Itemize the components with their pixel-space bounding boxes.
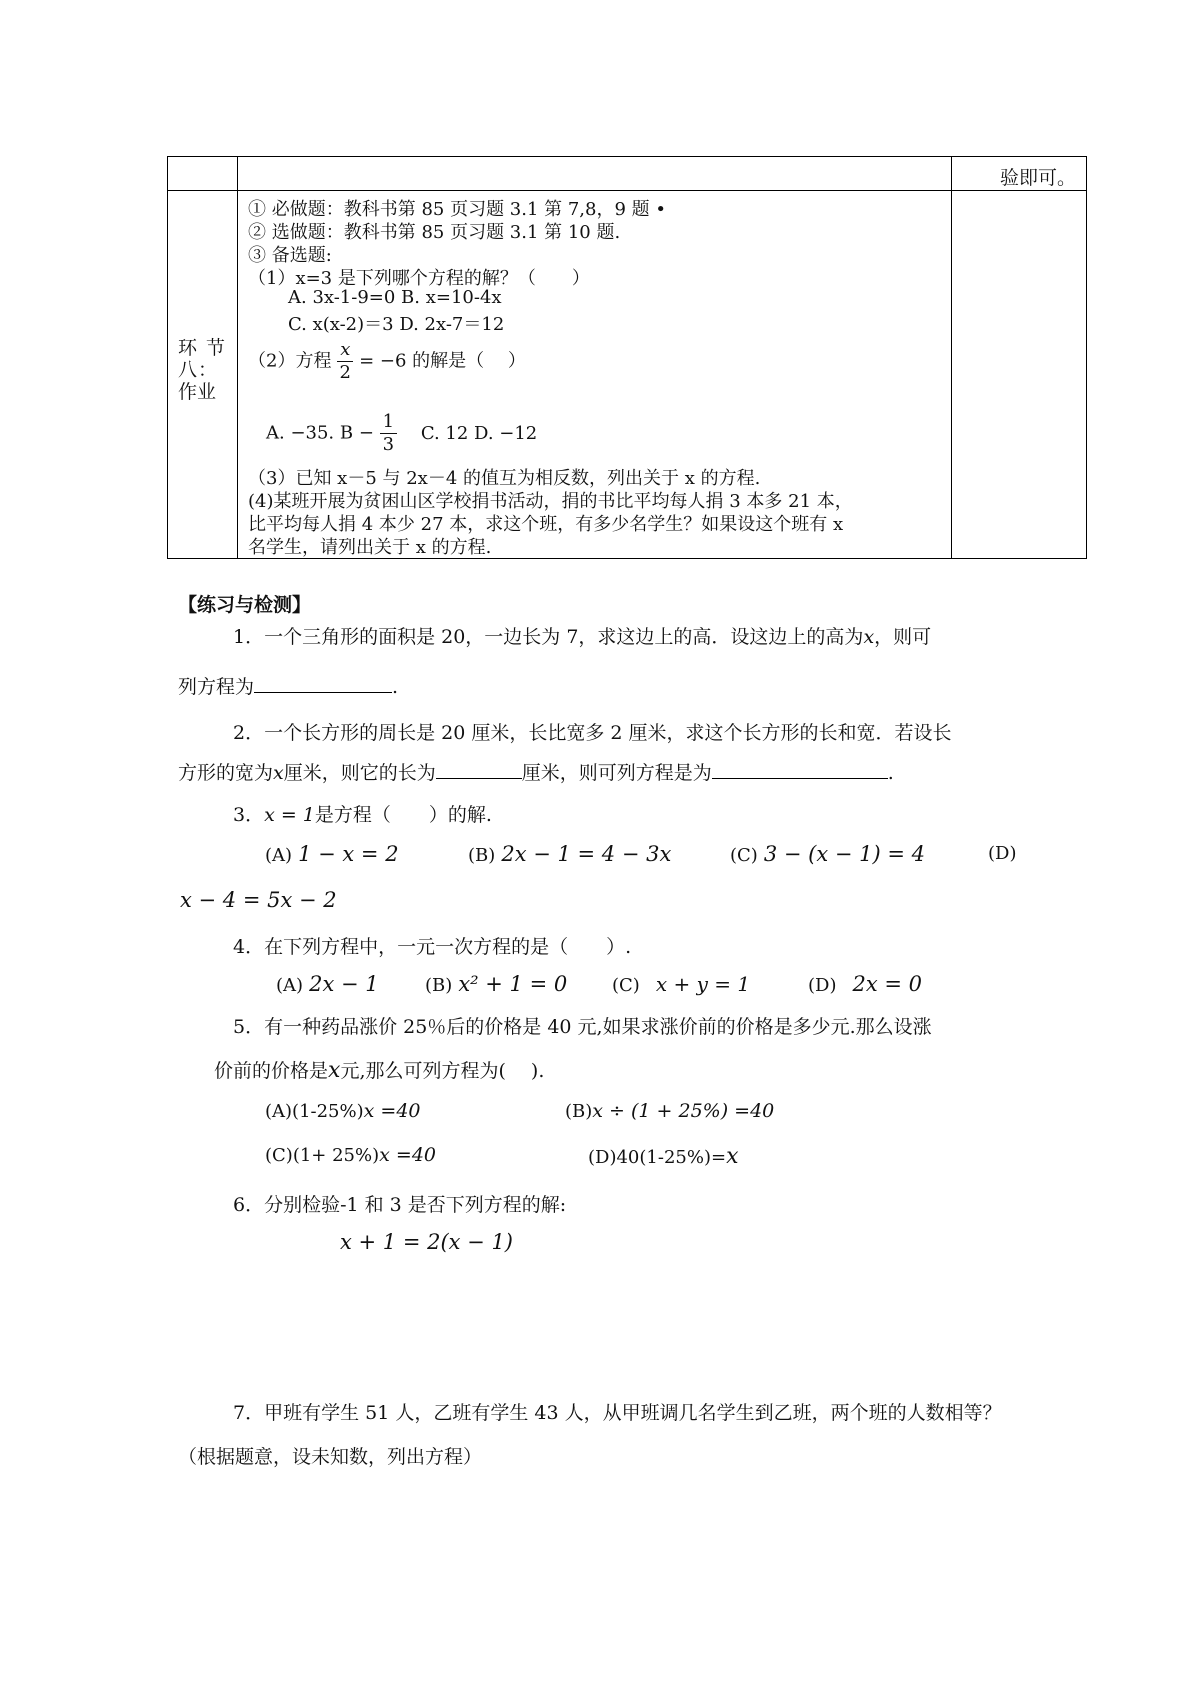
option-c-d: C. 12 D. −12	[420, 422, 538, 444]
homework-cell	[238, 191, 952, 559]
option-label: (B)	[468, 845, 496, 866]
problem-3-option-b	[468, 842, 671, 866]
math-expression: x + 1 = 2(x − 1)	[340, 1230, 513, 1254]
math-expression: x ÷ (1 + 25%) =40	[592, 1100, 775, 1122]
problem-text: 是方程（ ）的解.	[314, 804, 492, 826]
answer-blank	[254, 673, 392, 693]
lesson-table	[167, 156, 1087, 559]
problem-text: 厘米，则它的长为	[283, 762, 436, 784]
problem-6: 6．分别检验-1 和 3 是否下列方程的解:	[233, 1194, 567, 1216]
problem-3-option-c	[730, 842, 925, 866]
problem-text: .	[887, 762, 894, 784]
question-1: （1）x=3 是下列哪个方程的解？（ ）	[248, 268, 590, 289]
option-label: (B)	[425, 975, 453, 996]
problem-5-line-1: 5．有一种药品涨价 25％后的价格是 40 元,如果求涨价前的价格是多少元.那么设涨	[233, 1016, 932, 1038]
homework-optional: ② 选做题：教科书第 85 页习题 3.1 第 10 题.	[248, 222, 621, 243]
fraction	[380, 413, 397, 454]
math-expression: x − 4 = 5x − 2	[180, 888, 337, 912]
option-a-b: A. −35. B −	[266, 422, 374, 444]
question-3: （3）已知 x－5 与 2x－4 的值互为相反数，列出关于 x 的方程.	[248, 468, 761, 489]
homework-required: ① 必做题：教科书第 85 页习题 3.1 第 7,8，9 题 •	[248, 199, 666, 220]
table-cell	[168, 157, 238, 191]
question-2	[248, 341, 526, 382]
answer-blank	[436, 759, 522, 779]
option-label: (C)(1+ 25%)	[265, 1145, 380, 1166]
math-variable: x	[273, 762, 284, 784]
problem-5-option-c	[265, 1144, 436, 1166]
problem-text: 元,那么可列方程为( ).	[340, 1060, 545, 1082]
problem-7-line-2: （根据题意，设未知数，列出方程）	[178, 1446, 483, 1468]
question-4-line-3: 名学生，请列出关于 x 的方程.	[248, 537, 492, 558]
stage-label-char: ：	[198, 359, 218, 381]
math-expression: 2x = 0	[852, 972, 923, 996]
question-4-line-2: 比平均每人捐 4 本少 27 本，求这个班，有多少名学生？如果设这个班有 x	[248, 514, 844, 535]
fraction-denominator: 2	[339, 362, 351, 383]
problem-1-line-1	[233, 622, 931, 649]
problem-text: 1．一个三角形的面积是 20，一边长为 7，求这边上的高．设这边上的高为	[233, 626, 864, 648]
problem-4-option-d	[808, 972, 922, 996]
option-label: (A)	[276, 975, 304, 996]
problem-3-option-d-equation	[180, 888, 337, 912]
row1-note: 验即可。	[999, 167, 1076, 189]
problem-5-option-d	[588, 1144, 738, 1169]
table-cell	[238, 157, 952, 191]
option-label: (A)(1-25%)	[265, 1101, 364, 1122]
problem-text: 厘米，则可列方程是为	[521, 762, 712, 784]
stage-label-char: 节	[206, 337, 226, 359]
question-2-prefix: （2）方程	[248, 350, 332, 372]
option-label: (B)	[565, 1101, 593, 1122]
option-label: (C)	[730, 845, 758, 866]
math-expression: x =40	[379, 1144, 436, 1166]
math-expression: 3 − (x − 1) = 4	[763, 842, 926, 866]
question-2-options	[266, 413, 537, 454]
problem-text: .	[392, 676, 399, 698]
table-row	[168, 191, 1087, 559]
problem-3	[233, 800, 492, 827]
fraction-numerator: 1	[380, 413, 397, 434]
math-expression: x	[726, 1144, 739, 1169]
math-expression: 2x − 1	[309, 972, 379, 996]
problem-5-line-2	[214, 1056, 544, 1083]
stage-label-char: 八	[178, 359, 198, 381]
math-expression: x = 1	[264, 804, 315, 826]
math-expression: 1 − x = 2	[298, 842, 399, 866]
problem-1-line-2	[178, 672, 398, 699]
problem-5-option-b	[565, 1100, 774, 1122]
homework-backup: ③ 备选题:	[248, 245, 332, 266]
option-label: (D)40(1-25%)=	[588, 1147, 727, 1168]
problem-3-option-a	[265, 842, 399, 866]
problem-4-option-a	[276, 972, 379, 996]
math-expression: x =40	[363, 1100, 421, 1122]
math-variable: x	[328, 1058, 341, 1083]
teacher-note-cell	[952, 191, 1087, 559]
problem-2-line-2	[178, 758, 894, 785]
math-expression: x² + 1 = 0	[458, 972, 568, 996]
stage-label-char: 环	[178, 337, 198, 359]
option-label: (D)	[988, 843, 1017, 864]
stage-label-char: 作业	[178, 381, 217, 403]
problem-text: 方形的宽为	[178, 762, 274, 784]
question-2-suffix: = −6 的解是（ ）	[359, 350, 526, 372]
stage-label-cell	[168, 191, 238, 559]
problem-4: 4．在下列方程中，一元一次方程的是（ ）.	[233, 936, 632, 958]
fraction	[337, 341, 353, 382]
option-label: (D)	[808, 975, 837, 996]
problem-5-option-a	[265, 1100, 421, 1122]
problem-3-option-d	[988, 842, 1016, 864]
problem-4-option-b	[425, 972, 567, 996]
fraction-denominator: 3	[382, 434, 395, 455]
math-expression: 2x − 1 = 4 − 3x	[501, 842, 672, 866]
problem-number: 3．	[233, 804, 265, 826]
problem-7-line-1: 7．甲班有学生 51 人，乙班有学生 43 人，从甲班调几名学生到乙班，两个班的人数相等？	[233, 1402, 1002, 1424]
question-1-options-ab: A. 3x-1-9=0 B. x=10-4x	[288, 287, 502, 308]
problem-2-line-1: 2．一个长方形的周长是 20 厘米，长比宽多 2 厘米，求这个长方形的长和宽．若设长	[233, 722, 952, 744]
option-label: (C)	[612, 975, 640, 996]
option-label: (A)	[265, 845, 293, 866]
answer-blank	[712, 759, 888, 779]
math-variable: x	[863, 626, 875, 648]
problem-6-equation	[340, 1230, 513, 1254]
problem-text: 列方程为	[178, 676, 255, 698]
teacher-note-cell	[952, 157, 1087, 191]
section-title: 【练习与检测】	[178, 594, 312, 616]
question-1-options-cd: C. x(x-2)＝3 D. 2x-7＝12	[288, 314, 505, 335]
question-4-line-1: (4)某班开展为贫困山区学校捐书活动，捐的书比平均每人捐 3 本多 21 本，	[248, 491, 853, 512]
fraction-numerator: x	[337, 341, 353, 362]
table-row	[168, 157, 1087, 191]
problem-text: ，则可	[874, 626, 932, 648]
problem-text: 价前的价格是	[214, 1060, 329, 1082]
problem-4-option-c	[612, 972, 750, 996]
math-expression: x + y = 1	[655, 972, 751, 996]
